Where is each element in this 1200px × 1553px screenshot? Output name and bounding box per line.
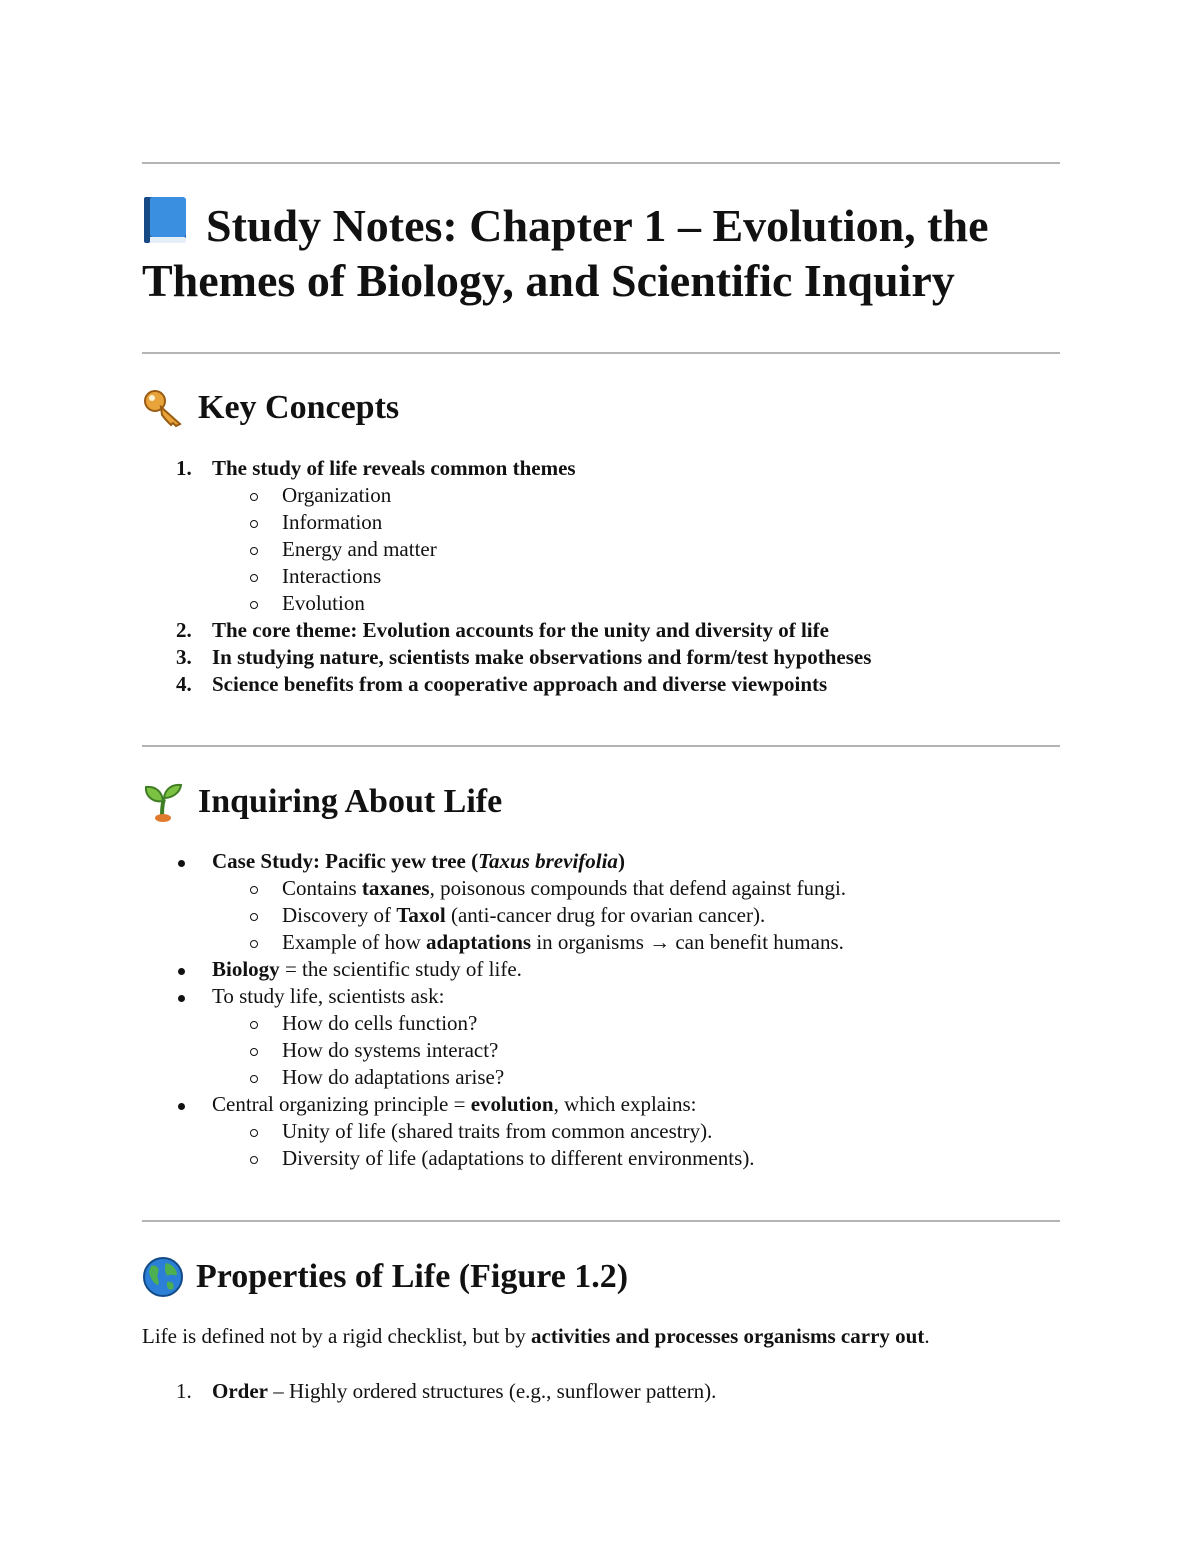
sub-list-item: Information [142,509,1060,536]
sub-list-item: Diversity of life (adaptations to different environments). [142,1145,1060,1172]
page-title-text: Study Notes: Chapter 1 – Evolution, the Themes of Biology, and Scientific Inquiry [142,200,989,306]
list-item: 4. Science benefits from a cooperative approach and diverse viewpoints [176,672,828,696]
sub-list-item: Discovery of Taxol (anti-cancer drug for ovarian cancer). [142,902,1060,929]
section-heading-key-concepts: Key Concepts [142,388,399,428]
key-icon [142,388,186,428]
sub-list-item: Interactions [142,563,1060,590]
page-title [142,195,1060,308]
sub-list-item: Evolution [142,590,1060,617]
list-item: 2. The core theme: Evolution accounts for the unity and diversity of life [176,618,829,642]
properties-list [142,1378,1060,1405]
section-heading-properties-of-life: Properties of Life (Figure 1.2) [142,1256,628,1298]
divider [142,162,1060,164]
divider [142,1220,1060,1222]
globe-icon [142,1256,184,1298]
sub-list-item: How do adaptations arise? [142,1064,1060,1091]
divider [142,745,1060,747]
list-item: To study life, scientists ask: [142,983,1060,1010]
seedling-icon [142,781,186,823]
sub-list-item: Energy and matter [142,536,1060,563]
key-concepts-list [142,455,1060,698]
list-item: Central organizing principle = evolution, which explains: [142,1091,1060,1118]
properties-intro: Life is defined not by a rigid checklist, but by activities and processes organisms carry out. [142,1324,930,1348]
inquiring-list [142,848,1060,1172]
blue-book-icon [142,195,190,247]
list-item: Case Study: Pacific yew tree (Taxus brevifolia) [142,848,1060,875]
divider [142,352,1060,354]
list-item: 1. Order – Highly ordered structures (e.g., sunflower pattern). [176,1379,717,1403]
sub-list-item: Contains taxanes, poisonous compounds that defend against fungi. [142,875,1060,902]
sub-list-item: How do systems interact? [142,1037,1060,1064]
list-item: 3. In studying nature, scientists make observations and form/test hypotheses [176,645,872,669]
sub-list-item: Organization [142,482,1060,509]
sub-list-item: How do cells function? [142,1010,1060,1037]
sub-list-item: Unity of life (shared traits from common ancestry). [142,1118,1060,1145]
section-heading-inquiring-about-life: Inquiring About Life [142,781,502,823]
sub-list-item: Example of how adaptations in organisms → can benefit humans. [142,929,1060,956]
list-item: Biology = the scientific study of life. [142,956,1060,983]
list-item: 1. The study of life reveals common themes [176,456,576,480]
